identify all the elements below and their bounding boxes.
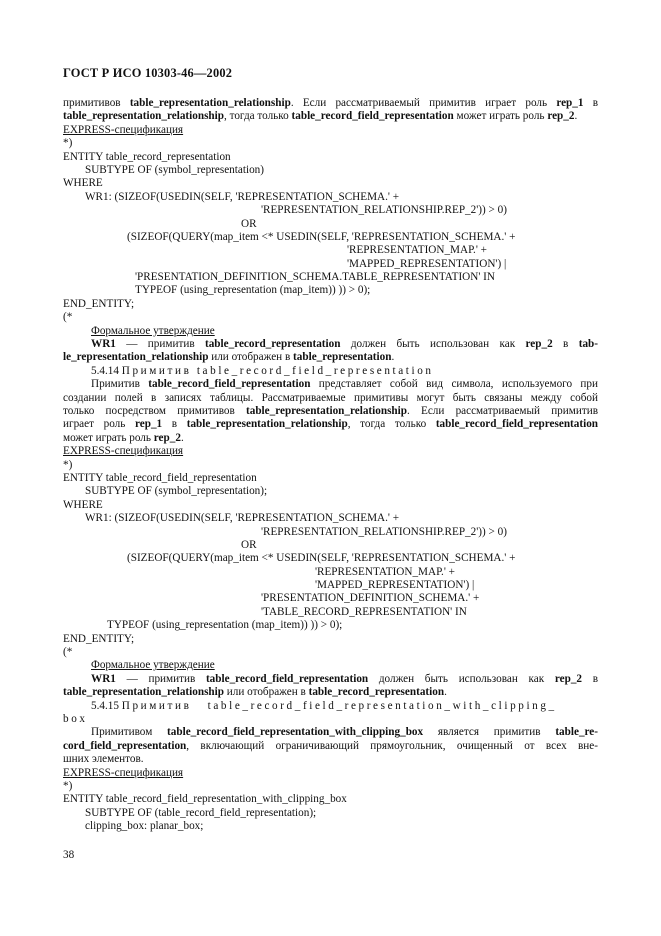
text-line: Примитивом table_record_field_representation_with_clipping_box является примитив table_re-	[91, 726, 598, 739]
text-line: шних элементов.	[63, 753, 144, 766]
text-line: table_representation_relationship, тогда только table_record_field_representation может играть роль rep_2.	[63, 110, 578, 123]
code-line: OR	[241, 538, 257, 551]
code-line: 'REPRESENTATION_MAP.' +	[315, 565, 455, 578]
text-line: только посредством примитивов table_representation_relationship. Если рассматриваемый примитив	[63, 404, 598, 417]
code-line: SUBTYPE OF (table_record_field_representation);	[85, 806, 317, 819]
code-line: 'PRESENTATION_DEFINITION_SCHEMA.TABLE_REPRESENTATION' IN	[135, 271, 495, 284]
text-line: WR1 — примитив table_record_representation должен быть использован как rep_2 в tab-	[91, 338, 598, 351]
code-line: SUBTYPE OF (symbol_representation)	[85, 163, 264, 176]
code-line: clipping_box: planar_box;	[85, 820, 204, 833]
code-line: 'MAPPED_REPRESENTATION') |	[347, 257, 507, 270]
code-line: WHERE	[63, 498, 103, 511]
page-content	[63, 97, 598, 833]
code-line: END_ENTITY;	[63, 632, 135, 645]
code-line: (*	[63, 311, 73, 324]
express-spec-heading: EXPRESS-спецификация	[63, 766, 184, 779]
code-line: *)	[63, 458, 73, 471]
code-line: WR1: (SIZEOF(USEDIN(SELF, 'REPRESENTATION_SCHEMA.' +	[85, 190, 400, 203]
formal-statement-heading: Формальное утверждение	[91, 324, 215, 337]
code-line: (SIZEOF(QUERY(map_item <* USEDIN(SELF, 'REPRESENTATION_SCHEMA.' +	[127, 552, 516, 565]
code-line: 'REPRESENTATION_RELATIONSHIP.REP_2')) > 0)	[261, 525, 507, 538]
text-line: создании полей в записях таблицы. Рассматриваемые примитивы могут быть связаны между собой	[63, 391, 598, 404]
code-line: (SIZEOF(QUERY(map_item <* USEDIN(SELF, 'REPRESENTATION_SCHEMA.' +	[127, 230, 516, 243]
code-line: OR	[241, 217, 257, 230]
code-line: (*	[63, 646, 73, 659]
page-number: 38	[63, 849, 75, 861]
text-line: cord_field_representation, включающий ограничивающий прямоугольник, очищенный от всех вне-	[63, 739, 598, 752]
text-line: может играть роль rep_2.	[63, 431, 184, 444]
code-line: ENTITY table_record_field_representation	[63, 471, 257, 484]
code-line: 'REPRESENTATION_RELATIONSHIP.REP_2')) > 0)	[261, 204, 507, 217]
text-line: Примитив table_record_field_representation представляет собой вид символа, используемого при	[91, 378, 598, 391]
code-line: 'PRESENTATION_DEFINITION_SCHEMA.' +	[261, 592, 480, 605]
code-line: END_ENTITY;	[63, 297, 135, 310]
code-line: *)	[63, 779, 73, 792]
express-spec-heading: EXPRESS-спецификация	[63, 123, 184, 136]
text-line: le_representation_relationship или отображен в table_representation.	[63, 351, 395, 364]
code-line: 'TABLE_RECORD_REPRESENTATION' IN	[261, 605, 467, 618]
text-line: играет роль rep_1 в table_representation_relationship, тогда только table_record_field_representation	[63, 418, 599, 431]
section-heading-5-4-14: 5.4.14 Примитив table_record_field_representation	[91, 364, 434, 377]
code-line: ENTITY table_record_representation	[63, 150, 231, 163]
code-line: 'REPRESENTATION_MAP.' +	[347, 244, 487, 257]
code-line: 'MAPPED_REPRESENTATION') |	[315, 579, 475, 592]
section-heading-5-4-15: 5.4.15 Примитив table_record_field_representation_with_clipping_	[91, 699, 557, 712]
code-line: TYPEOF (using_representation (map_item)) )) > 0);	[107, 619, 343, 632]
page-header: ГОСТ Р ИСО 10303-46—2002	[63, 66, 233, 80]
express-spec-heading: EXPRESS-спецификация	[63, 445, 184, 458]
code-line: WHERE	[63, 177, 103, 190]
text-line: примитивов table_representation_relationship. Если рассматриваемый примитив играет роль rep_1 в	[63, 97, 598, 109]
code-line: WR1: (SIZEOF(USEDIN(SELF, 'REPRESENTATION_SCHEMA.' +	[85, 512, 400, 525]
formal-statement-heading: Формальное утверждение	[91, 659, 215, 672]
code-line: ENTITY table_record_field_representation_with_clipping_box	[63, 793, 347, 806]
code-line: TYPEOF (using_representation (map_item)) )) > 0);	[135, 284, 371, 297]
code-line: *)	[63, 137, 73, 150]
text-line: table_representation_relationship или отображен в table_record_representation.	[63, 686, 447, 699]
text-line: WR1 — примитив table_record_field_representation должен быть использован как rep_2 в	[91, 672, 598, 685]
section-heading-continuation: box	[63, 712, 88, 725]
code-line: SUBTYPE OF (symbol_representation);	[85, 485, 268, 498]
